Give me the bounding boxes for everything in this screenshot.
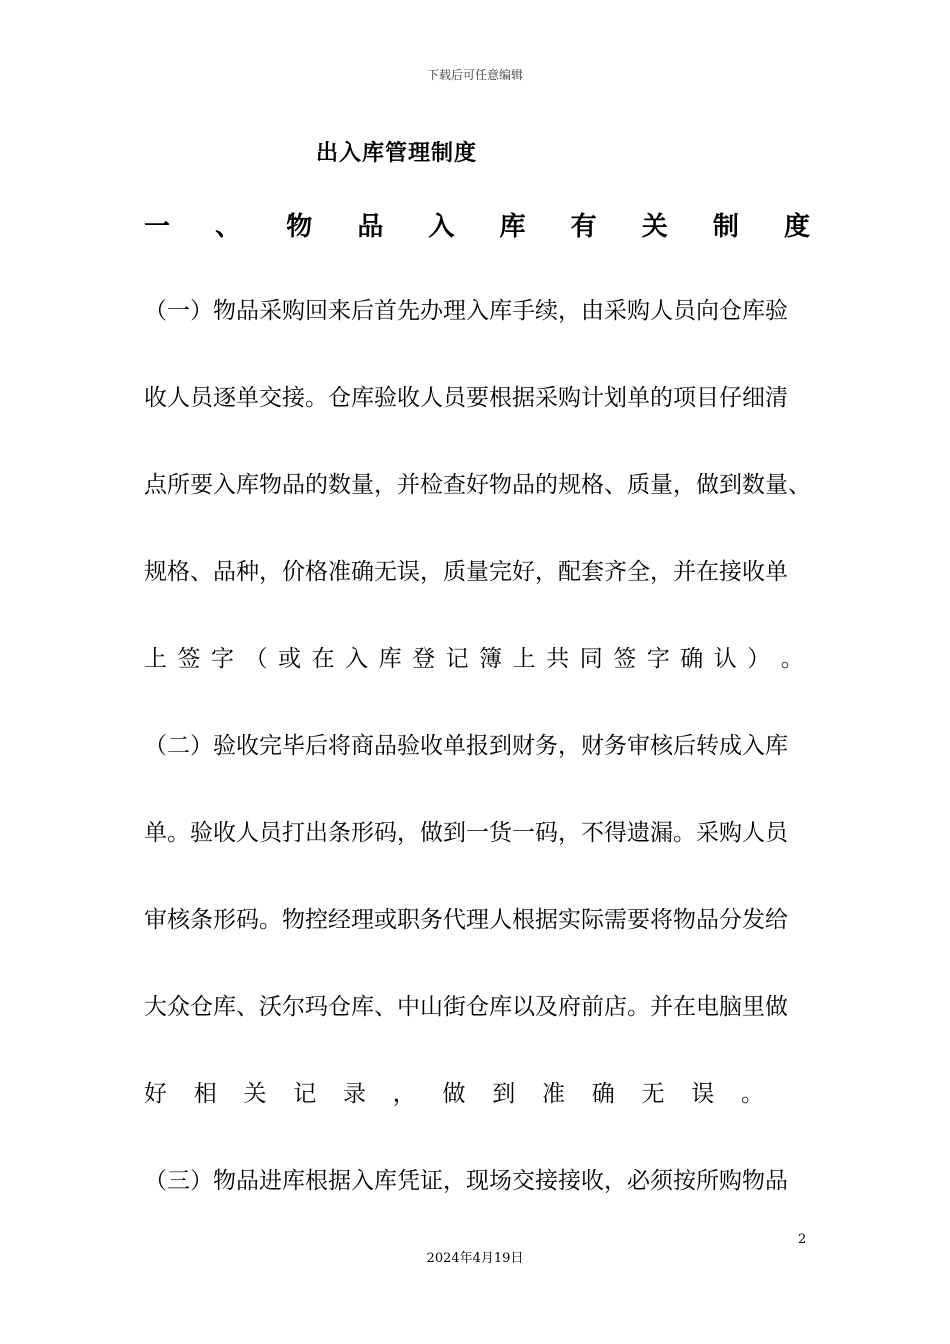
char: （ (244, 646, 268, 672)
char: 相 (193, 1081, 217, 1107)
char: 、 (215, 212, 242, 242)
char: 记 (445, 646, 469, 672)
char: 上 (512, 646, 536, 672)
char: 簿 (479, 646, 503, 672)
char: 做 (442, 1081, 466, 1107)
char: 确 (591, 1081, 615, 1107)
char: 共 (546, 646, 570, 672)
char: 关 (641, 212, 668, 242)
char: ） (747, 646, 771, 672)
char: 认 (713, 646, 737, 672)
char: 确 (680, 646, 704, 672)
char: 字 (646, 646, 670, 672)
char: 同 (579, 646, 603, 672)
char: 入 (428, 212, 455, 242)
char: 录 (343, 1081, 366, 1107)
paragraph-line: 大众仓库、沃尔玛仓库、中山街仓库以及府前店。并在电脑里做 (144, 994, 788, 1020)
paragraph-line (144, 1078, 764, 1110)
document-title: 出入库管理制度 (316, 141, 478, 166)
char: 上 (144, 646, 167, 672)
char: 制 (712, 212, 739, 242)
paragraph-line: （三）物品进库根据入库凭证，现场交接接收，必须按所购物品 (144, 1168, 788, 1194)
char: 品 (357, 212, 384, 242)
paragraph-line: （一）物品采购回来后首先办理入库手续，由采购人员向仓库验 (144, 298, 788, 324)
char: 签 (613, 646, 637, 672)
char: 登 (412, 646, 436, 672)
char: 物 (286, 212, 313, 242)
char: 无 (641, 1081, 665, 1107)
paragraph-line: 单。验收人员打出条形码，做到一货一码，不得遗漏。采购人员 (144, 820, 788, 846)
char: 库 (378, 646, 402, 672)
paragraph-line: （二）验收完毕后将商品验收单报到财务，财务审核后转成入库 (144, 733, 788, 759)
char: 签 (177, 646, 201, 672)
char: 库 (499, 212, 526, 242)
char: 入 (345, 646, 369, 672)
char: 一 (144, 212, 171, 242)
char: 好 (144, 1081, 167, 1107)
char: 记 (293, 1081, 317, 1107)
footer-date: 2024年4月19日 (426, 1251, 524, 1266)
char: 到 (492, 1081, 516, 1107)
char: 误 (691, 1081, 715, 1107)
page-number: 2 (798, 1232, 807, 1247)
paragraph-line: 审核条形码。物控经理或职务代理人根据实际需要将物品分发给 (144, 907, 788, 933)
char: 有 (570, 212, 597, 242)
char: 。 (780, 646, 804, 672)
paragraph-line: 规格、品种，价格准确无误，质量完好，配套齐全，并在接收单 (144, 559, 788, 585)
paragraph-line: 点所要入库物品的数量，并检查好物品的规格、质量，做到数量、 (144, 472, 811, 498)
header-note: 下载后可任意编辑 (426, 68, 523, 82)
paragraph-line: 收人员逐单交接。仓库验收人员要根据采购计划单的项目仔细清 (144, 385, 788, 411)
char: 或 (278, 646, 302, 672)
char: ， (392, 1081, 416, 1107)
char: 准 (542, 1081, 565, 1107)
char: 字 (211, 646, 235, 672)
char: 。 (741, 1081, 764, 1107)
section-heading (144, 206, 810, 243)
char: 度 (783, 212, 810, 242)
paragraph-line (144, 643, 804, 675)
char: 关 (243, 1081, 267, 1107)
char: 在 (311, 646, 335, 672)
